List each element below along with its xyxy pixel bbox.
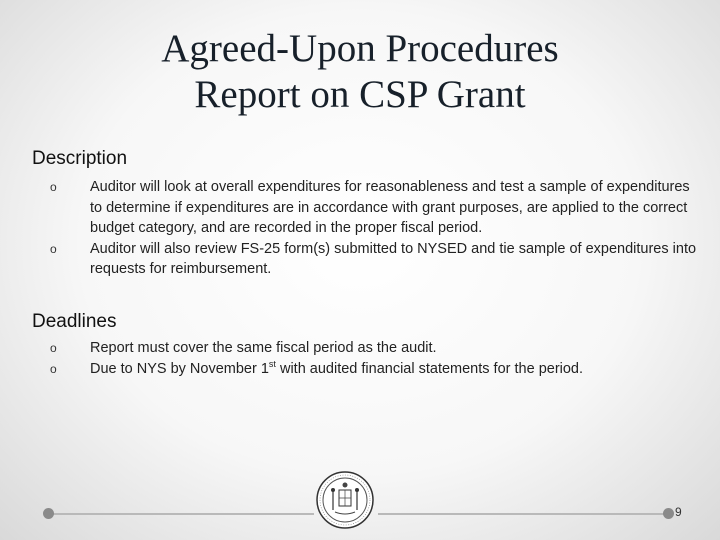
description-heading: Description xyxy=(32,148,128,169)
footer-rule-left xyxy=(48,513,314,515)
list-item xyxy=(50,338,700,359)
list-item xyxy=(50,359,700,380)
title-line-1: Agreed-Upon Procedures xyxy=(161,27,559,70)
bullet-marker: o xyxy=(50,341,57,355)
description-item-1: Auditor will look at overall expenditures for reasonableness and test a sample of expenditures to determine if expenditures are in accordance with grant purposes, are applied to the correct budget category, and are recorded in the proper fiscal period. xyxy=(90,179,690,236)
description-item-2: Auditor will also review FS-25 form(s) submitted to NYSED and tie sample of expenditures into requests for reimbursement. xyxy=(90,240,697,277)
list-item xyxy=(50,239,700,280)
footer-dot-right xyxy=(663,508,674,519)
page-number: 9 xyxy=(675,505,682,519)
deadlines-list xyxy=(50,338,700,379)
bullet-marker: o xyxy=(50,241,57,256)
deadline-ordinal-suffix: st xyxy=(268,358,276,369)
bullet-marker: o xyxy=(50,180,57,194)
state-seal-icon xyxy=(315,470,375,530)
deadline-text-before: Due to NYS by November 1 xyxy=(90,360,269,377)
list-item xyxy=(50,177,700,239)
footer-dot-left xyxy=(43,508,54,519)
bullet-marker: o xyxy=(50,361,57,376)
deadline-text-after: with audited financial statements for the period. xyxy=(275,360,584,377)
footer-rule-right xyxy=(378,513,668,515)
deadlines-item-2 xyxy=(90,358,584,377)
title-line-2: Report on CSP Grant xyxy=(194,73,526,116)
deadlines-heading: Deadlines xyxy=(32,311,117,332)
deadlines-item-1: Report must cover the same fiscal period as the audit. xyxy=(90,340,437,356)
slide-title xyxy=(0,26,720,118)
description-list xyxy=(50,177,700,280)
